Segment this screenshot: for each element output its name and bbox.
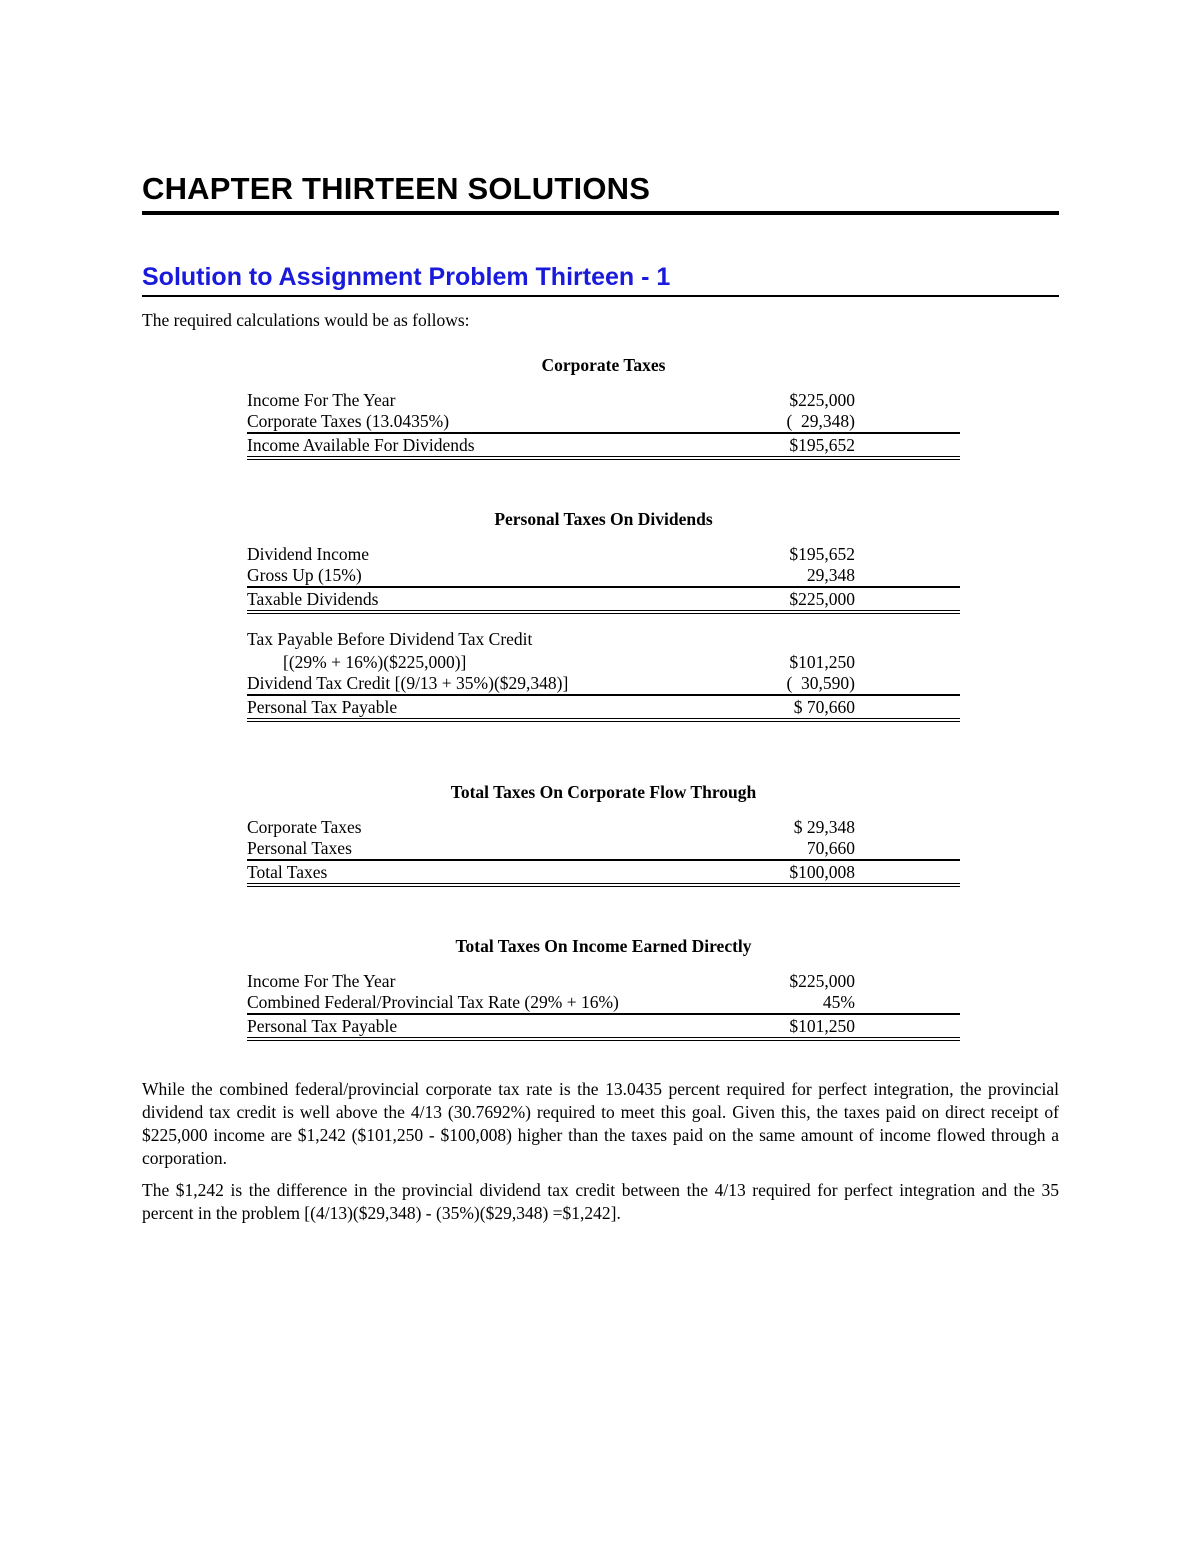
section-title: Solution to Assignment Problem Thirteen - 1 [142, 261, 1059, 297]
row-value: $195,652 [789, 435, 855, 455]
table-row [247, 673, 960, 696]
corporate-taxes-table [247, 354, 960, 460]
row-label: Corporate Taxes (13.0435%) [247, 411, 450, 431]
table-row-total [247, 696, 960, 722]
row-value: 29,348 [806, 565, 855, 585]
row-label: Corporate Taxes [247, 817, 362, 837]
row-label: Personal Tax Payable [247, 1016, 398, 1036]
table-row [247, 969, 960, 992]
table-title: Corporate Taxes [541, 355, 666, 375]
row-value: $100,008 [789, 862, 855, 882]
table-row-total [247, 434, 960, 460]
table-row [247, 388, 960, 411]
table-row [247, 838, 960, 861]
row-value: $225,000 [789, 390, 855, 410]
table-title: Total Taxes On Income Earned Directly [455, 936, 752, 956]
table-title: Total Taxes On Corporate Flow Through [450, 782, 757, 802]
row-value: $225,000 [789, 971, 855, 991]
row-value: ( 30,590) [786, 673, 855, 693]
table-row-total [247, 1015, 960, 1041]
chapter-title: CHAPTER THIRTEEN SOLUTIONS [142, 170, 1059, 215]
intro-text: The required calculations would be as follows: [142, 310, 470, 330]
row-label: Gross Up (15%) [247, 565, 362, 585]
table-row [247, 815, 960, 838]
row-label: Tax Payable Before Dividend Tax Credit [247, 629, 533, 649]
row-label: Personal Taxes [247, 838, 352, 858]
row-value: $225,000 [789, 589, 855, 609]
explanation-paragraph: The $1,242 is the difference in the provincial dividend tax credit between the 4/13 required for perfect integration and the 35 percent in the problem [(4/13)($29,348) - (35%)($29,348) =$1,242]. [142, 1180, 1059, 1223]
table-row [247, 542, 960, 565]
row-value: ( 29,348) [786, 411, 855, 431]
table-row [247, 565, 960, 588]
table-row [247, 411, 960, 434]
earned-directly-table [247, 935, 960, 1041]
row-value: $195,652 [789, 544, 855, 564]
table-row [247, 650, 960, 673]
row-label: Income For The Year [247, 971, 396, 991]
row-value: $ 70,660 [793, 697, 855, 717]
flow-through-table [247, 781, 960, 887]
explanation-paragraph: While the combined federal/provincial corporate tax rate is the 13.0435 percent required for perfect integration, the provincial dividend tax credit is well above the 4/13 (30.7692%) required to meet this goal. Given this, the taxes paid on direct receipt of $225,000 income are $1,242 ($101,250 - $100,008) higher than the taxes paid on the same amount of income flowed through a corporation. [142, 1079, 1059, 1168]
row-label: Income For The Year [247, 390, 396, 410]
table-row [247, 627, 960, 650]
row-label: Total Taxes [247, 862, 328, 882]
row-value: 70,660 [806, 838, 855, 858]
table-row-total [247, 861, 960, 887]
personal-taxes-table [247, 508, 960, 722]
table-title: Personal Taxes On Dividends [494, 509, 713, 529]
row-label: Taxable Dividends [247, 589, 379, 609]
row-label: Dividend Income [247, 544, 369, 564]
table-row [247, 992, 960, 1015]
row-label: [(29% + 16%)($225,000)] [283, 652, 467, 672]
row-label: Combined Federal/Provincial Tax Rate (29% + 16%) [247, 992, 619, 1012]
row-value: $ 29,348 [793, 817, 855, 837]
row-value: $101,250 [789, 1016, 855, 1036]
row-value: $101,250 [789, 652, 855, 672]
row-label: Personal Tax Payable [247, 697, 398, 717]
row-value: 45% [822, 992, 855, 1012]
row-label: Income Available For Dividends [247, 435, 475, 455]
table-row-total [247, 588, 960, 614]
row-label: Dividend Tax Credit [(9/13 + 35%)($29,348)] [247, 673, 569, 693]
